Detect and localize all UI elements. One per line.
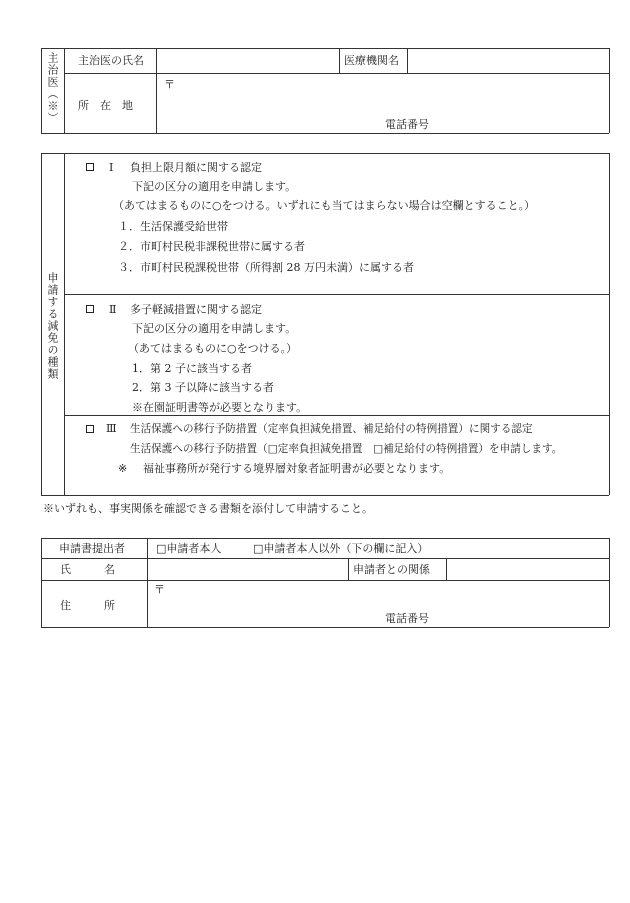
submitter-name-label: 氏 名: [60, 563, 115, 576]
institution-label: 医療機関名: [344, 54, 399, 67]
section-1-line2: （あてはまるものに○をつける。いずれにも当てはまらない場合は空欄とすること。）: [113, 199, 536, 212]
section-1-title: 負担上限月額に関する認定: [130, 161, 262, 174]
submitter-phone-label: 電話番号: [385, 612, 429, 625]
doctor-side-label: 主治医（※）: [46, 52, 59, 124]
section-3-note: 福祉事務所が発行する境界層対象者証明書が必要となります。: [143, 462, 451, 475]
section-2-checkbox[interactable]: [86, 305, 94, 313]
section-2-title: 多子軽減措置に関する認定: [130, 303, 262, 316]
section-2-item-2[interactable]: 2．第 3 子以降に該当する者: [132, 381, 274, 394]
submitter-option-other[interactable]: □申請者本人以外（下の欄に記入）: [253, 542, 429, 555]
relation-label: 申請者との関係: [353, 563, 430, 576]
institution-field[interactable]: [409, 50, 607, 72]
section-2-item-1[interactable]: 1．第 2 子に該当する者: [132, 362, 252, 375]
doctor-address-field[interactable]: [158, 75, 608, 131]
section-1-item-1[interactable]: １．生活保護受給世帯: [118, 220, 228, 233]
doctor-phone-label: 電話番号: [385, 118, 429, 131]
section-3-checkbox[interactable]: [86, 425, 94, 433]
submitter-address-label: 住 所: [60, 599, 115, 612]
section-1-numeral: Ⅰ: [109, 161, 114, 174]
doctor-name-label: 主治医の氏名: [78, 54, 144, 67]
section-3-line1: 生活保護への移行予防措置（□定率負担減免措置 □補足給付の特例措置）を申請します。: [130, 443, 563, 455]
relation-field[interactable]: [448, 560, 608, 579]
submitter-option-self[interactable]: □申請者本人: [156, 542, 222, 555]
section-3-title: 生活保護への移行予防措置（定率負担減免措置、補足給付の特例措置）に関する認定: [130, 423, 533, 435]
section-3-numeral: Ⅲ: [106, 422, 117, 435]
section-2-numeral: Ⅱ: [109, 303, 117, 316]
section-1-line1: 下記の区分の適用を申請します。: [132, 180, 297, 193]
doctor-address-label: 所 在 地: [78, 99, 133, 112]
submitter-address-field[interactable]: [149, 582, 608, 626]
submitter-name-field[interactable]: [149, 560, 347, 579]
submitter-postal-mark: 〒: [154, 583, 165, 596]
footnote: ※いずれも、事実関係を確認できる書類を添付して申請すること。: [43, 502, 373, 515]
section-1-item-2[interactable]: ２．市町村民税非課税世帯に属する者: [118, 240, 305, 253]
section-2-note: ※在園証明書等が必要となります。: [132, 401, 308, 414]
section-2-line1: 下記の区分の適用を申請します。: [132, 322, 297, 335]
section-2-line2: （あてはまるものに○をつける。）: [128, 342, 298, 355]
submitter-label: 申請書提出者: [59, 542, 125, 555]
reduction-side-label: 申請する減免の種類: [46, 272, 59, 380]
section-1-checkbox[interactable]: [86, 163, 94, 171]
section-3-note-mark: ※: [118, 462, 128, 475]
doctor-name-field[interactable]: [158, 50, 338, 72]
section-1-item-3[interactable]: ３．市町村民税課税世帯（所得割 28 万円未満）に属する者: [118, 261, 414, 274]
doctor-postal-mark: 〒: [164, 78, 175, 91]
